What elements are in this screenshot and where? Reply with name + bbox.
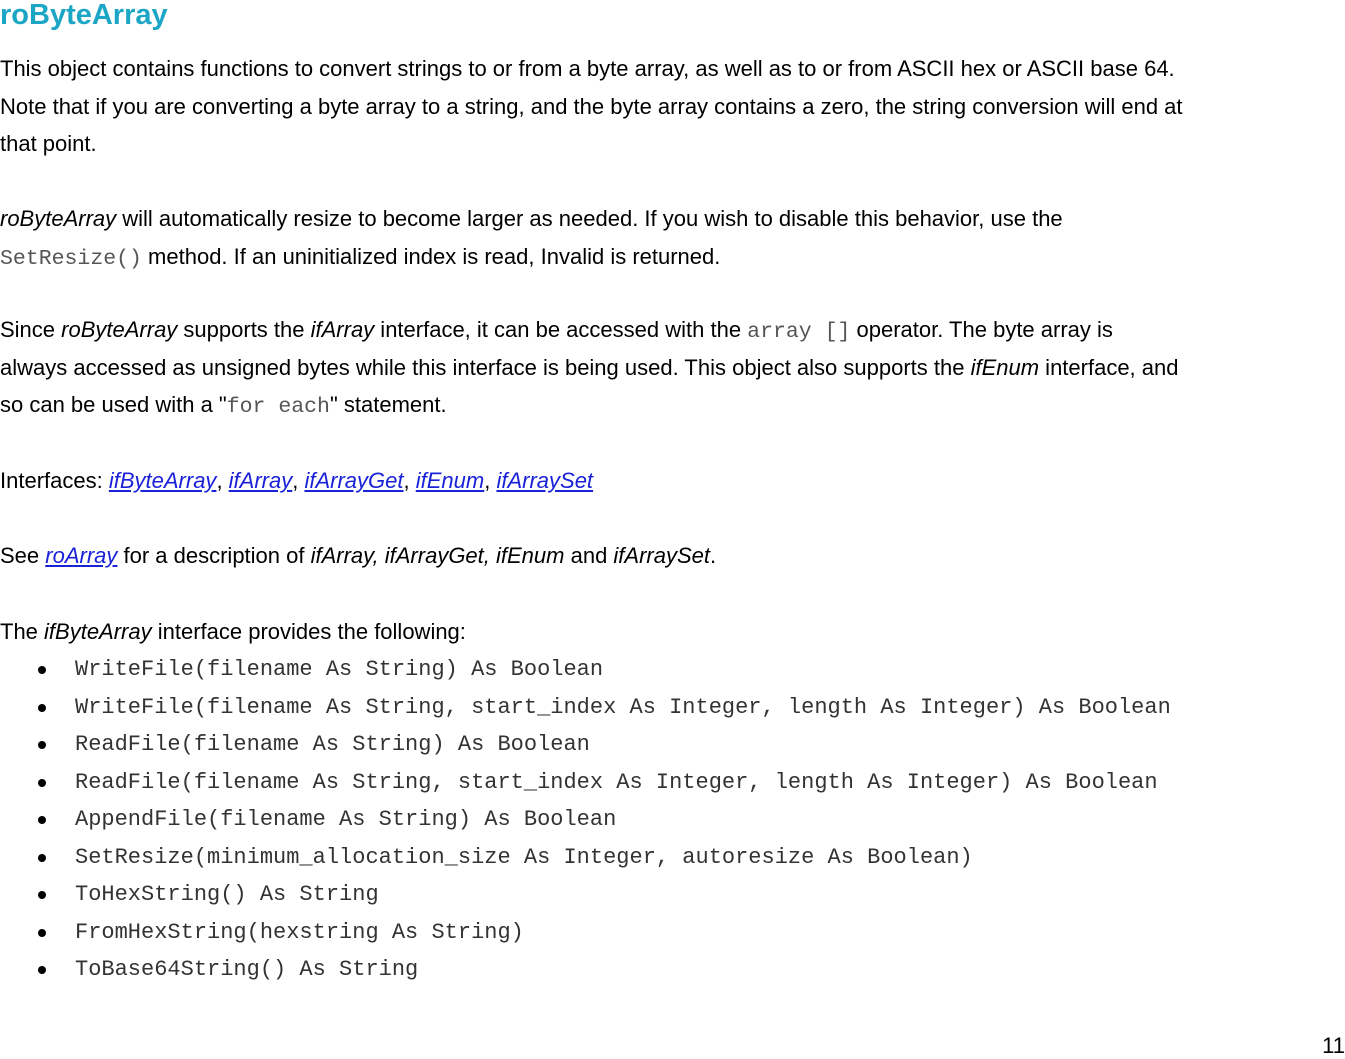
link-ifarrayget[interactable]: ifArrayGet bbox=[304, 468, 404, 493]
list-item bbox=[0, 801, 1345, 839]
method-signature: SetResize(minimum_allocation_size As Integer, autoresize As Boolean) bbox=[75, 844, 973, 870]
method-signature: WriteFile(filename As String) As Boolean bbox=[75, 657, 604, 682]
interface-name: ifArraySet bbox=[613, 543, 711, 568]
interfaces-paragraph bbox=[0, 462, 1345, 500]
list-item bbox=[0, 876, 1345, 914]
see-end: . bbox=[710, 543, 717, 568]
since-line3-pre: so can be used with a " bbox=[0, 392, 227, 417]
method-signature: WriteFile(filename As String, start_index As Integer, length As Integer) As Boolean bbox=[75, 694, 1171, 720]
list-item bbox=[0, 651, 1345, 689]
bullet-icon bbox=[38, 929, 46, 937]
intro-line-2: Note that if you are converting a byte array to a string, and the byte array contains a zero, the string conversion will end at bbox=[0, 93, 1183, 119]
link-ifbytearray[interactable]: ifByteArray bbox=[108, 468, 217, 493]
bullet-icon bbox=[38, 741, 46, 749]
since-line-2 bbox=[0, 349, 1345, 387]
bullet-icon bbox=[38, 666, 46, 674]
list-item bbox=[0, 839, 1345, 877]
see-line bbox=[0, 537, 1345, 575]
list-item bbox=[0, 689, 1345, 727]
bullet-icon bbox=[38, 816, 46, 824]
interface-name: ifEnum bbox=[970, 354, 1040, 380]
interface-name: ifArray bbox=[310, 317, 375, 342]
provides-pre: The bbox=[0, 619, 45, 644]
since-mid-2: interface, it can be accessed with the bbox=[374, 317, 748, 342]
bullet-icon bbox=[38, 704, 46, 712]
interfaces-label: Interfaces: bbox=[0, 468, 109, 493]
link-roarray[interactable]: roArray bbox=[45, 543, 118, 568]
bullet-icon bbox=[38, 891, 46, 899]
provides-post: interface provides the following: bbox=[151, 619, 466, 644]
interface-name: ifByteArray bbox=[44, 619, 152, 644]
see-mid: for a description of bbox=[117, 543, 311, 568]
provides-line bbox=[0, 613, 1345, 651]
separator: , bbox=[484, 468, 497, 493]
intro-line-3: that point. bbox=[0, 131, 97, 156]
see-paragraph bbox=[0, 537, 1345, 575]
resize-paragraph bbox=[0, 200, 1345, 275]
list-item bbox=[0, 726, 1345, 764]
list-item bbox=[0, 951, 1345, 989]
setresize-code: SetResize() bbox=[0, 246, 142, 271]
method-signature: AppendFile(filename As String) As Boolean bbox=[75, 807, 617, 832]
bullet-icon bbox=[38, 854, 46, 862]
resize-line-2 bbox=[0, 238, 1345, 276]
bullet-icon bbox=[38, 966, 46, 974]
list-item bbox=[0, 914, 1345, 952]
intro-paragraph bbox=[0, 50, 1345, 163]
see-pre: See bbox=[0, 543, 46, 568]
object-name: roByteArray bbox=[0, 206, 117, 231]
link-ifenum[interactable]: ifEnum bbox=[415, 468, 485, 493]
method-signature: ReadFile(filename As String, start_index As Integer, length As Integer) As Boolean bbox=[75, 769, 1158, 795]
method-signature: FromHexString(hexstring As String) bbox=[75, 919, 524, 945]
bullet-icon bbox=[38, 779, 46, 787]
since-line3-post: " statement. bbox=[329, 392, 447, 417]
provides-paragraph bbox=[0, 613, 1345, 651]
since-pre: Since bbox=[0, 317, 62, 342]
method-signature: ReadFile(filename As String) As Boolean bbox=[75, 732, 590, 757]
separator: , bbox=[292, 468, 305, 493]
link-ifarrayset[interactable]: ifArraySet bbox=[496, 468, 594, 493]
method-signature: ToHexString() As String bbox=[75, 882, 379, 907]
interface-list: ifArray, ifArrayGet, ifEnum bbox=[310, 543, 565, 568]
interfaces-line bbox=[0, 462, 1345, 500]
link-ifarray[interactable]: ifArray bbox=[228, 468, 293, 493]
for-each-code: for each bbox=[226, 395, 330, 419]
resize-text-1: will automatically resize to become larger as needed. If you wish to disable this behavior, use the bbox=[116, 206, 1063, 231]
separator: , bbox=[403, 468, 416, 493]
method-signature: ToBase64String() As String bbox=[75, 957, 419, 982]
page-title: roByteArray bbox=[0, 0, 168, 31]
see-and: and bbox=[564, 543, 614, 568]
method-list bbox=[0, 651, 1345, 989]
since-post: operator. The byte array is bbox=[850, 317, 1113, 342]
list-item bbox=[0, 764, 1345, 802]
since-line2-post: interface, and bbox=[1039, 354, 1179, 380]
resize-text-2: method. If an uninitialized index is read, Invalid is returned. bbox=[141, 243, 721, 269]
since-line2-pre: always accessed as unsigned bytes while this interface is being used. This object also supports the bbox=[0, 354, 971, 380]
since-line-3 bbox=[0, 386, 1345, 424]
array-operator-code: array [] bbox=[747, 320, 851, 344]
resize-line-1 bbox=[0, 200, 1345, 238]
page-number: 11 bbox=[1322, 1033, 1345, 1058]
since-line-1 bbox=[0, 311, 1345, 349]
since-mid-1: supports the bbox=[177, 317, 311, 342]
separator: , bbox=[216, 468, 229, 493]
intro-line-1: This object contains functions to convert strings to or from a byte array, as well as to or from ASCII hex or ASCII base 64. bbox=[0, 56, 1175, 81]
since-paragraph bbox=[0, 311, 1345, 424]
object-name: roByteArray bbox=[61, 317, 178, 342]
